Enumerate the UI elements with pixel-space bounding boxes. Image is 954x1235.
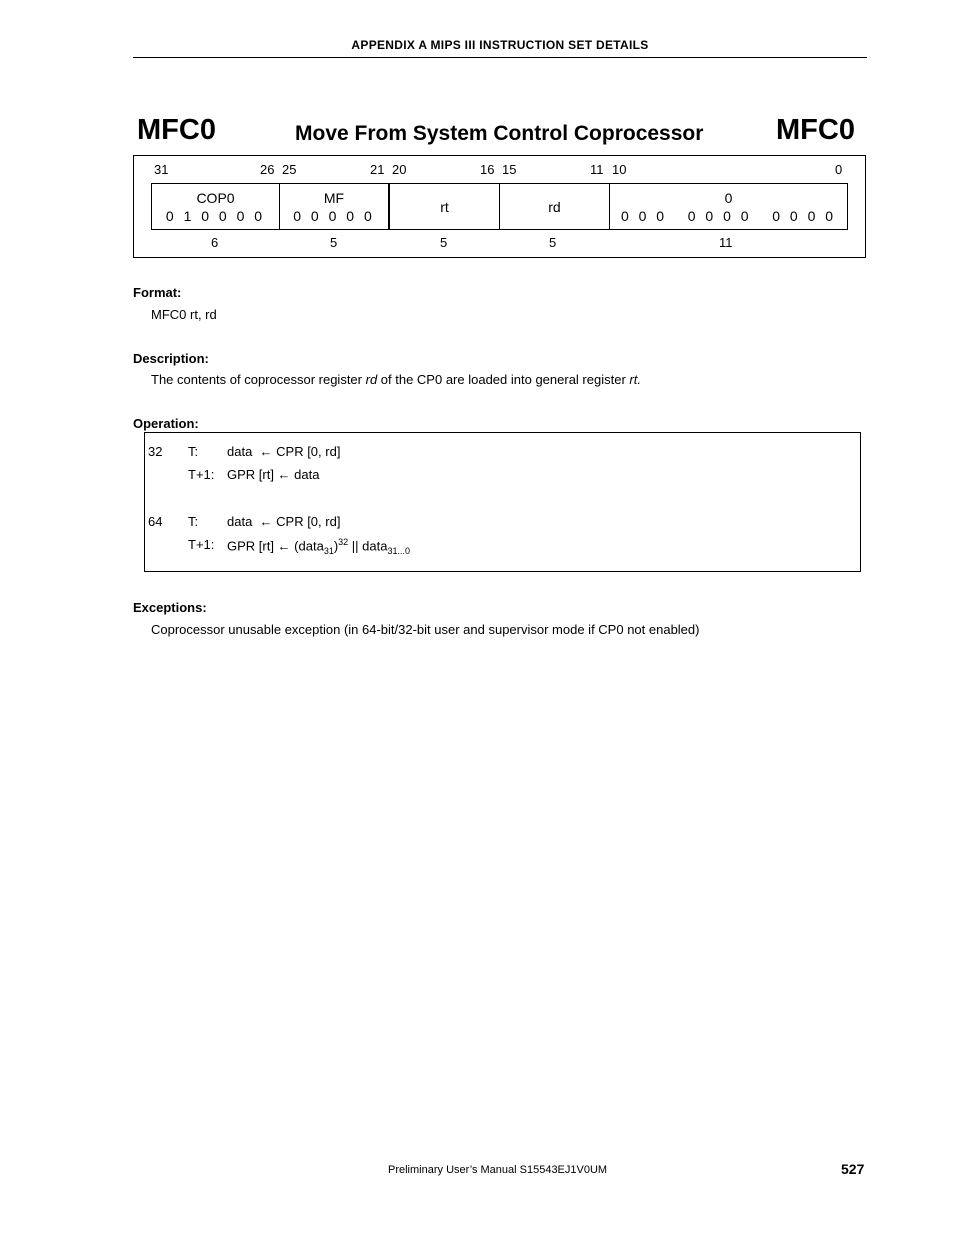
op-expr: GPR [rt] ← data bbox=[227, 467, 320, 482]
description-text bbox=[151, 372, 641, 387]
operation-heading: Operation: bbox=[133, 416, 199, 431]
description-rd: rd bbox=[365, 372, 378, 387]
field-rt bbox=[390, 184, 500, 229]
field-width: 6 bbox=[211, 235, 219, 250]
op-expr-part: ) bbox=[333, 538, 339, 554]
field-name: COP0 bbox=[196, 189, 235, 206]
bit-position: 20 bbox=[392, 162, 407, 177]
field-width: 11 bbox=[719, 235, 733, 250]
page-header: APPENDIX A MIPS III INSTRUCTION SET DETAILS bbox=[351, 38, 649, 52]
field-bits: 0 0 0 0 0 bbox=[293, 207, 375, 224]
exceptions-heading: Exceptions: bbox=[133, 600, 207, 615]
op-expr-part: || data bbox=[348, 538, 388, 554]
description-heading: Description: bbox=[133, 351, 209, 366]
field-name: 0 bbox=[724, 189, 733, 206]
op-time: T: bbox=[188, 514, 199, 529]
op-time: T+1: bbox=[188, 537, 215, 552]
bit-position: 15 bbox=[502, 162, 517, 177]
header-rule bbox=[133, 57, 867, 58]
encoding-fields bbox=[151, 183, 848, 230]
op-time: T+1: bbox=[188, 467, 215, 482]
field-width: 5 bbox=[440, 235, 448, 250]
op-mode: 64 bbox=[148, 514, 163, 529]
field-zero bbox=[610, 184, 847, 229]
op-time: T: bbox=[188, 444, 199, 459]
page-number: 527 bbox=[841, 1161, 865, 1177]
field-width: 5 bbox=[549, 235, 557, 250]
op-expr: data ← CPR [0, rd] bbox=[227, 444, 341, 459]
bit-position: 16 bbox=[480, 162, 495, 177]
bit-position: 0 bbox=[835, 162, 843, 177]
field-cop0 bbox=[152, 184, 280, 229]
op-expr: data ← CPR [0, rd] bbox=[227, 514, 341, 529]
bit-position: 21 bbox=[370, 162, 385, 177]
op-expr-part: GPR [rt] ← (data bbox=[227, 538, 324, 554]
field-name: rt bbox=[440, 198, 449, 215]
bit-position: 25 bbox=[282, 162, 297, 177]
format-heading: Format: bbox=[133, 285, 182, 300]
field-bits: 0 0 0 0 0 0 0 0 0 0 0 bbox=[620, 207, 837, 224]
field-name: rd bbox=[548, 198, 561, 215]
field-bits: 0 1 0 0 0 0 bbox=[165, 207, 266, 224]
op-expr bbox=[227, 537, 410, 556]
description-rt: rt. bbox=[629, 372, 641, 387]
instruction-title: Move From System Control Coprocessor bbox=[295, 122, 704, 145]
bit-position: 11 bbox=[590, 162, 604, 177]
field-rd bbox=[500, 184, 610, 229]
bit-position: 31 bbox=[154, 162, 169, 177]
field-width: 5 bbox=[330, 235, 338, 250]
footer-text: Preliminary User’s Manual S15543EJ1V0UM bbox=[388, 1164, 608, 1176]
op-subscript: 31 bbox=[323, 545, 334, 556]
exceptions-text: Coprocessor unusable exception (in 64-bit/32-bit user and supervisor mode if CP0 not enabled) bbox=[151, 622, 700, 637]
field-name: MF bbox=[323, 189, 345, 206]
bit-position: 10 bbox=[612, 162, 627, 177]
op-mode: 32 bbox=[148, 444, 163, 459]
mnemonic-right: MFC0 bbox=[776, 114, 855, 146]
description-part: The contents of coprocessor register bbox=[151, 372, 366, 387]
field-mf bbox=[280, 184, 390, 229]
mnemonic-left: MFC0 bbox=[137, 114, 216, 146]
op-subscript: 31...0 bbox=[387, 545, 410, 556]
op-superscript: 32 bbox=[338, 537, 349, 547]
bit-position: 26 bbox=[260, 162, 275, 177]
description-part: of the CP0 are loaded into general register bbox=[377, 372, 630, 387]
format-text: MFC0 rt, rd bbox=[151, 307, 217, 322]
